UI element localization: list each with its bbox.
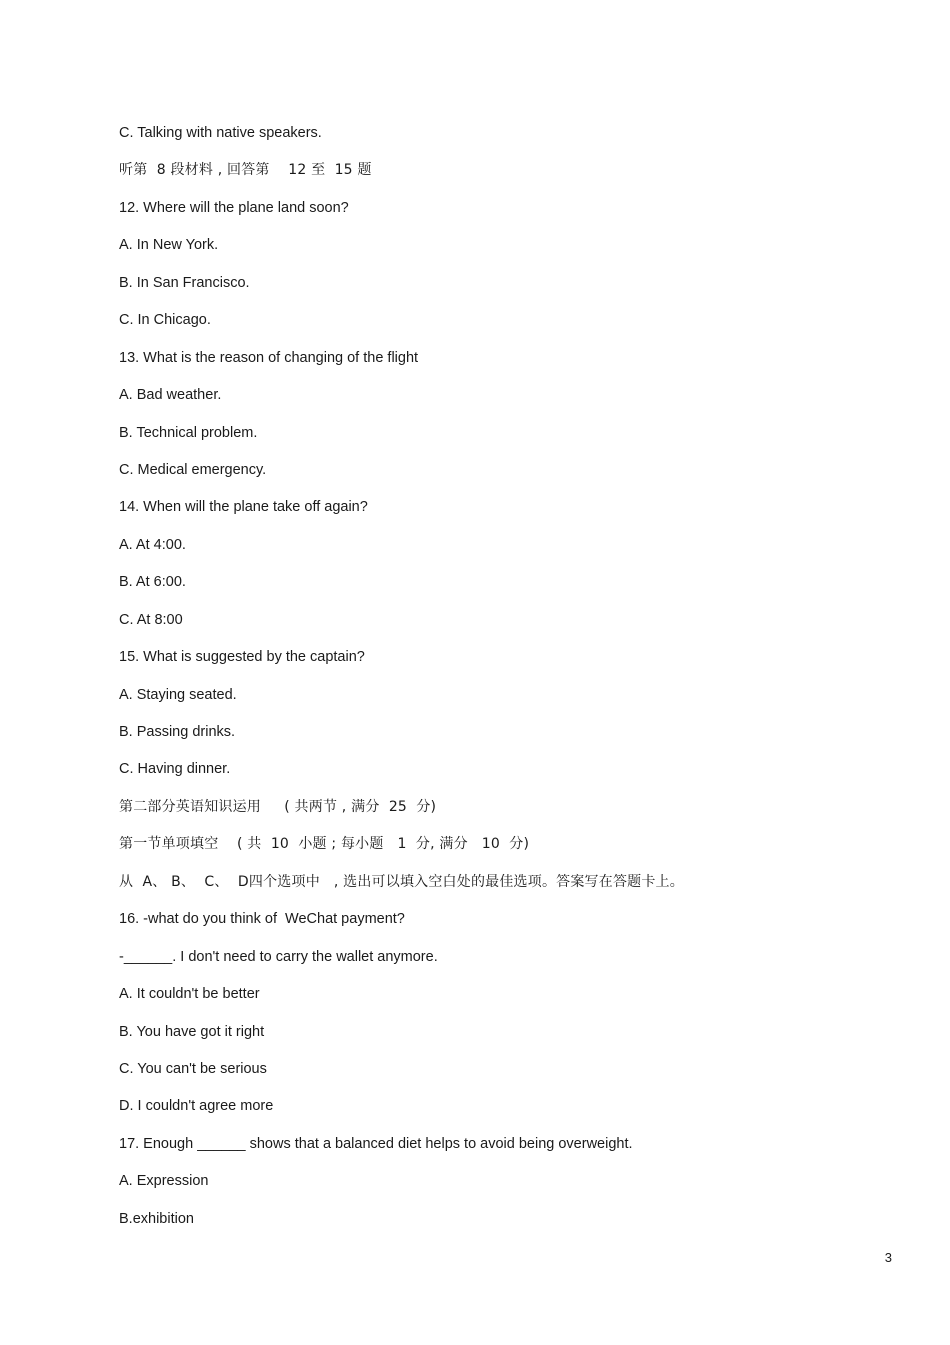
option-line: B. Technical problem. xyxy=(119,424,258,441)
option-line: C. In Chicago. xyxy=(119,312,211,329)
question-17: 17. Enough ______ shows that a balanced diet helps to avoid being overweight. xyxy=(119,1135,633,1152)
option-line: B. At 6:00. xyxy=(119,574,186,591)
option-line: C. You can't be serious xyxy=(119,1060,267,1077)
option-line: C. At 8:00 xyxy=(119,611,183,628)
question-13: 13. What is the reason of changing of the flight xyxy=(119,349,419,366)
question-15: 15. What is suggested by the captain? xyxy=(119,649,365,666)
option-line: B. Passing drinks. xyxy=(119,724,236,740)
section-instruction: 听第 8 段材料 , 回答第 12 至 15 题 xyxy=(119,162,372,179)
document-body xyxy=(119,122,879,1245)
option-line: A. Expression xyxy=(119,1173,209,1190)
option-line: A. Staying seated. xyxy=(119,686,237,703)
part-heading: 第二部分英语知识运用 ( 共两节 , 满分 25 分) xyxy=(119,798,437,815)
page-number: 3 xyxy=(884,1250,892,1265)
option-line: B.exhibition xyxy=(119,1210,194,1227)
text-line: C. Talking with native speakers. xyxy=(119,125,322,141)
option-line: A. Bad weather. xyxy=(119,387,222,404)
option-line: B. You have got it right xyxy=(119,1023,265,1040)
option-line: A. At 4:00. xyxy=(119,536,186,553)
question-12: 12. Where will the plane land soon? xyxy=(119,199,349,216)
question-14: 14. When will the plane take off again? xyxy=(119,499,368,516)
option-line: C. Having dinner. xyxy=(119,761,231,778)
option-line: D. I couldn't agree more xyxy=(119,1098,274,1115)
section-instruction: 从 A、 B、 C、 D四个选项中 , 选出可以填入空白处的最佳选项。答案写在答题卡上。 xyxy=(119,873,684,890)
section-heading: 第一节单项填空 ( 共 10 小题 ; 每小题 1 分, 满分 10 分) xyxy=(119,836,530,853)
option-line: C. Medical emergency. xyxy=(119,461,267,478)
question-16: 16. -what do you think of WeChat payment? xyxy=(119,911,405,928)
option-line: A. In New York. xyxy=(119,237,219,254)
question-16-blank: -______. I don't need to carry the wallet anymore. xyxy=(119,948,438,965)
option-line: B. In San Francisco. xyxy=(119,274,250,291)
option-line: A. It couldn't be better xyxy=(119,986,260,1003)
